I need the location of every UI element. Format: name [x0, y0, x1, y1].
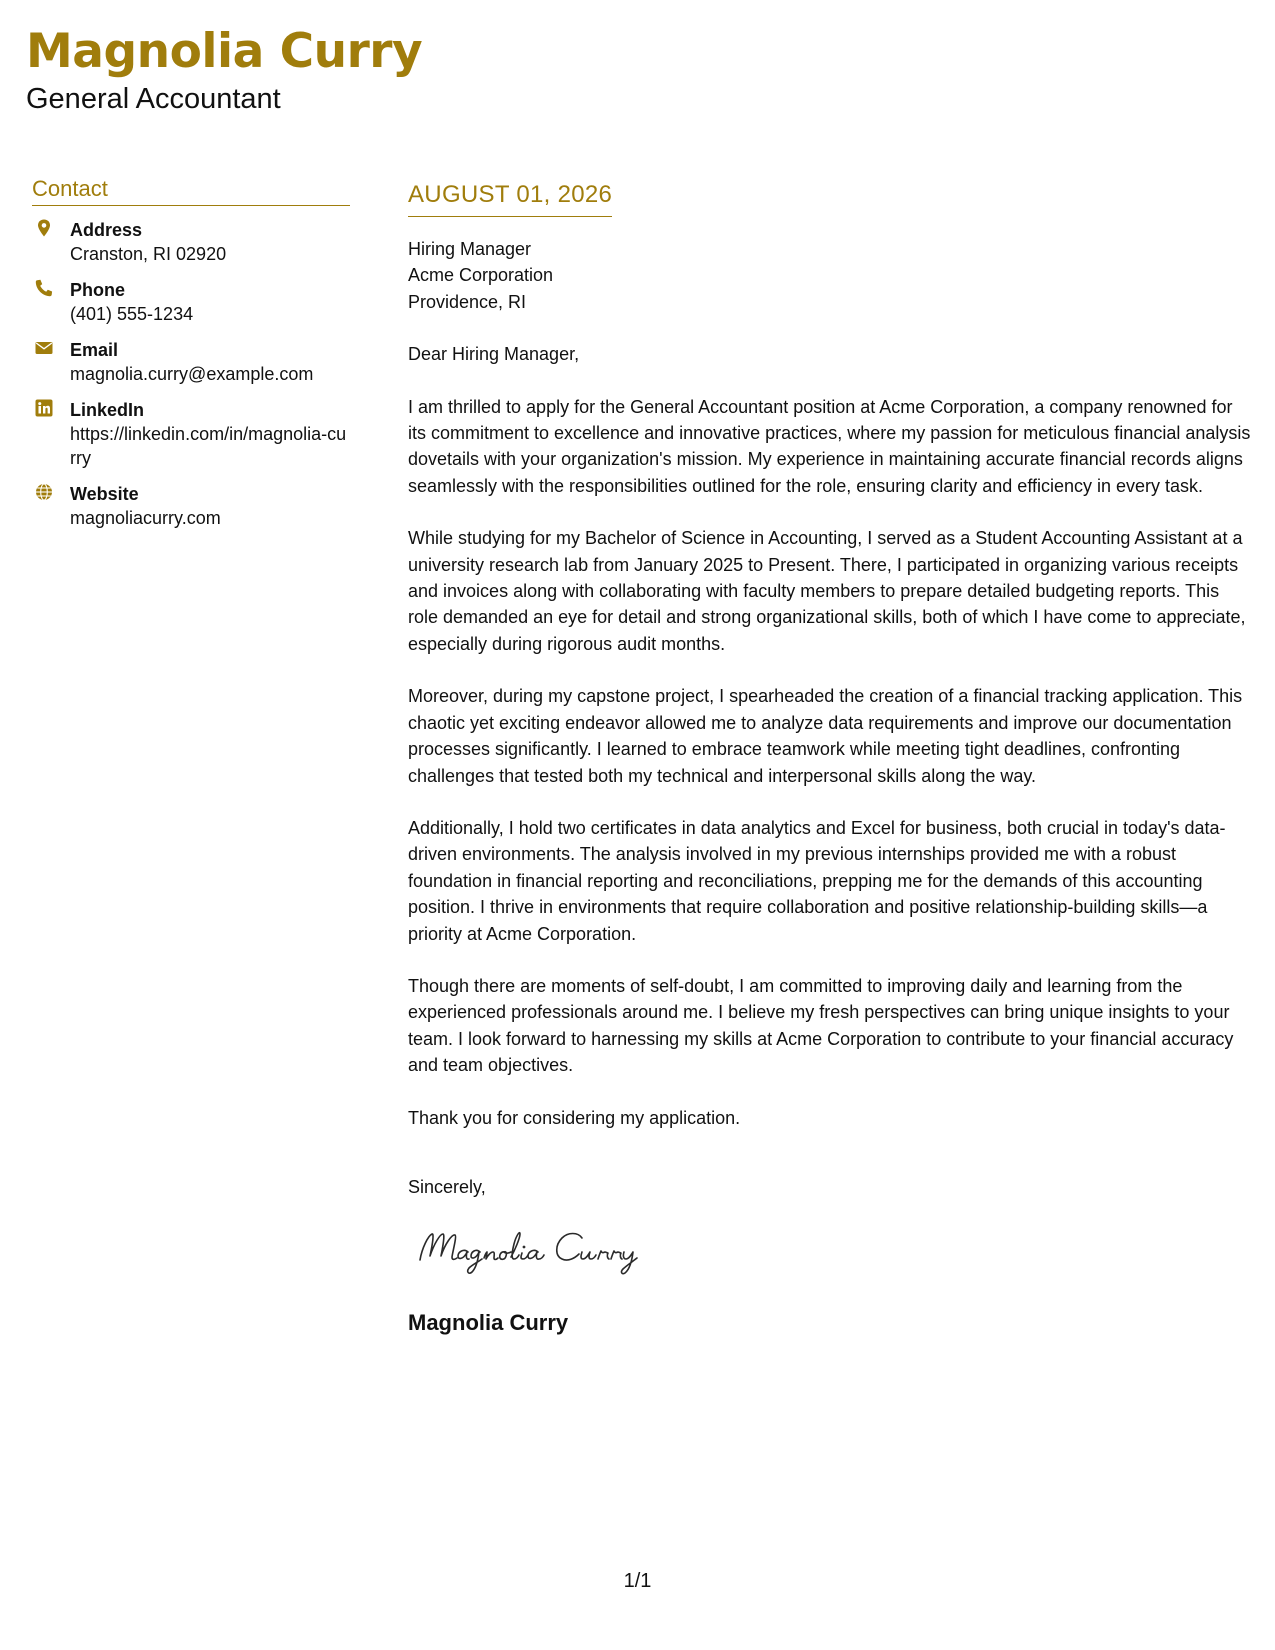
phone-icon: [35, 279, 53, 297]
letter-date: AUGUST 01, 2026: [408, 180, 612, 217]
contact-label: Email: [70, 340, 119, 360]
body-paragraph: While studying for my Bachelor of Science in Accounting, I served as a Student Accounting Assistant at a university research lab from January 2025 to Present. There, I participated in organizing various receipts and invoices along with collaborating with faculty members to prepare detailed budgeting reports. This role demanded an eye for detail and strong organizational skills, both of which I have come to appreciate, especially during rigorous audit months.: [408, 528, 1246, 654]
recipient-line: Hiring Manager: [408, 239, 532, 259]
page-number: 1/1: [623, 1570, 652, 1592]
email-value[interactable]: magnolia.curry@example.com: [70, 364, 314, 384]
contact-heading: Contact: [32, 176, 350, 206]
contact-sidebar: [32, 176, 350, 530]
recipient-line: Providence, RI: [408, 291, 527, 312]
recipient-block: [408, 236, 1253, 315]
contact-label: Phone: [70, 280, 126, 300]
contact-website: [32, 482, 350, 530]
linkedin-icon: [35, 399, 53, 417]
body-paragraph: I am thrilled to apply for the General Accountant position at Acme Corporation, a company renowned for its commitment to excellence and innovative practices, where my passion for meticulous financial analysis dovetails with your organization's mission. My experience in maintaining accurate financial records aligns seamlessly with the responsibilities outlined for the role, ensuring clarity and efficiency in every task.: [408, 396, 1251, 496]
phone-value: (401) 555-1234: [70, 304, 194, 324]
body-paragraph: Moreover, during my capstone project, I spearheaded the creation of a financial tracking application. This chaotic yet exciting endeavor allowed me to analyze data requirements and improve our documentation processes significantly. I learned to embrace teamwork while meeting tight deadlines, confronting challenges that tested both my technical and interpersonal skills along the way.: [408, 686, 1243, 786]
body-paragraph: Though there are moments of self-doubt, I am committed to improving daily and learning from the experienced professionals around me. I believe my fresh perspectives can bring unique insights to your team. I look forward to harnessing my skills at Acme Corporation to contribute to your financial accuracy and team objectives.: [408, 975, 1234, 1076]
handwritten-signature: [412, 1222, 672, 1282]
body-paragraph: Thank you for considering my application.: [408, 1107, 741, 1128]
linkedin-value[interactable]: https://linkedin.com/in/magnolia-curry: [70, 424, 347, 468]
map-pin-icon: [35, 219, 53, 237]
body-paragraph: Additionally, I hold two certificates in data analytics and Excel for business, both crucial in today's data-driven environments. The analysis involved in my previous internships provided me with a robust foundation in financial reporting and reconciliations, prepping me for the demands of this accounting position. I thrive in environments that require collaboration and positive relationship-building skills—a priority at Acme Corporation.: [408, 817, 1226, 944]
recipient-line: Acme Corporation: [408, 265, 554, 286]
envelope-icon: [35, 339, 53, 357]
letter-body: [408, 180, 1253, 1336]
contact-label: Website: [70, 484, 139, 504]
contact-label: LinkedIn: [70, 400, 145, 420]
applicant-name: Magnolia Curry: [26, 24, 423, 79]
header: [26, 24, 422, 116]
contact-label: Address: [70, 220, 143, 240]
website-value[interactable]: magnoliacurry.com: [70, 508, 221, 528]
job-title: General Accountant: [26, 83, 281, 115]
contact-email: [32, 338, 350, 386]
contact-address: [32, 218, 350, 266]
address-value: Cranston, RI 02920: [70, 244, 227, 264]
contact-linkedin: [32, 398, 350, 470]
closing: Sincerely,: [408, 1176, 486, 1197]
contact-phone: [32, 278, 350, 326]
signer-name: Magnolia Curry: [408, 1309, 569, 1335]
globe-icon: [35, 483, 53, 501]
salutation: Dear Hiring Manager,: [408, 344, 580, 365]
